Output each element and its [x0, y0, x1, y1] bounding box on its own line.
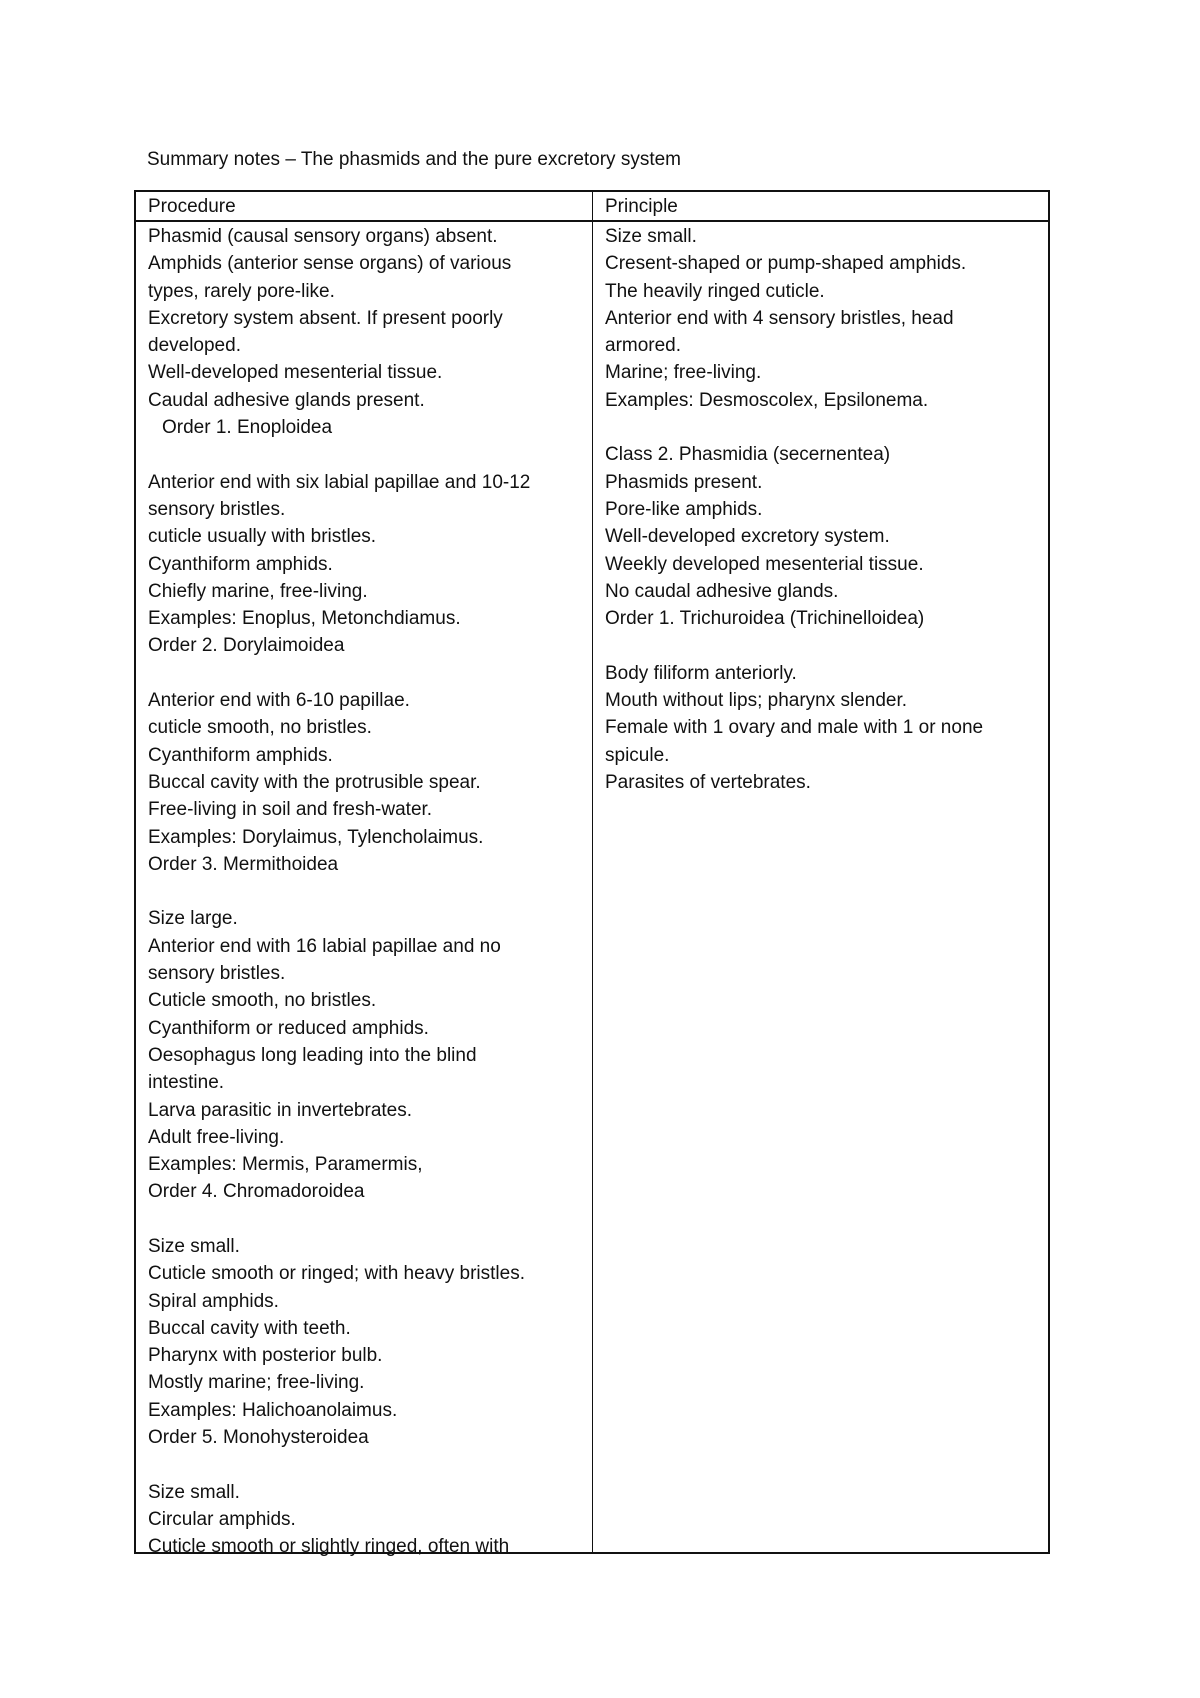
text-line: sensory bristles. [148, 963, 286, 985]
text-line: types, rarely pore-like. [148, 280, 335, 302]
text-line: Marine; free-living. [605, 362, 762, 384]
text-line: Class 2. Phasmidia (secernentea) [605, 444, 891, 466]
text-line: Order 3. Mermithoidea [148, 853, 339, 875]
text-line: Cuticle smooth or ringed; with heavy bristles. [148, 1263, 525, 1285]
text-line: Size small. [605, 226, 697, 247]
text-line [148, 660, 588, 687]
text-line: Order 1. Trichuroidea (Trichinelloidea) [605, 608, 925, 630]
text-line: Examples: Desmoscolex, Epsilonema. [605, 389, 929, 411]
text-line: Anterior end with 6-10 papillae. [148, 690, 410, 712]
header-procedure: Procedure [148, 196, 236, 217]
text-line: Phasmid (causal sensory organs) absent. [148, 226, 498, 247]
text-line: Order 2. Dorylaimoidea [148, 635, 345, 657]
text-line: armored. [605, 335, 682, 357]
text-line: Order 5. Monohysteroidea [148, 1427, 369, 1449]
text-line: Female with 1 ovary and male with 1 or none [605, 717, 984, 739]
text-line: Cresent-shaped or pump-shaped amphids. [605, 253, 967, 275]
text-line: The heavily ringed cuticle. [605, 280, 825, 302]
text-line: spicule. [605, 744, 670, 766]
text-line: Spiral amphids. [148, 1290, 279, 1312]
text-line: Buccal cavity with teeth. [148, 1317, 351, 1339]
principle-column [605, 223, 1045, 796]
text-line: Well-developed mesenterial tissue. [148, 362, 443, 384]
text-line: Mostly marine; free-living. [148, 1372, 365, 1394]
text-line: Anterior end with 16 labial papillae and no [148, 935, 501, 957]
text-line: developed. [148, 335, 241, 357]
text-line: Body filiform anteriorly. [605, 662, 797, 684]
text-line: Size small. [148, 1235, 240, 1257]
text-line: Order 4. Chromadoroidea [148, 1181, 365, 1203]
text-line [148, 1451, 588, 1478]
text-line [148, 441, 588, 468]
text-line: Cyanthiform or reduced amphids. [148, 1017, 429, 1039]
text-line: Pore-like amphids. [605, 498, 763, 520]
text-line: Buccal cavity with the protrusible spear. [148, 771, 481, 793]
text-line: Weekly developed mesenterial tissue. [605, 553, 924, 575]
text-line: Anterior end with six labial papillae and 10-12 [148, 471, 531, 493]
text-line: Free-living in soil and fresh-water. [148, 799, 433, 821]
text-line: Examples: Halichoanolaimus. [148, 1399, 398, 1421]
text-line: Cuticle smooth or slightly ringed, often with [148, 1536, 510, 1558]
text-line: Examples: Dorylaimus, Tylencholaimus. [148, 826, 484, 848]
text-line: Well-developed excretory system. [605, 526, 890, 548]
text-line: Parasites of vertebrates. [605, 771, 811, 793]
document-title: Summary notes – The phasmids and the pure excretory system [147, 149, 682, 170]
text-line: No caudal adhesive glands. [605, 580, 839, 602]
text-line [605, 414, 1045, 441]
text-line: Examples: Enoplus, Metonchdiamus. [148, 608, 461, 630]
text-line: Circular amphids. [148, 1508, 296, 1530]
table-header-row [136, 192, 1048, 222]
text-line: Larva parasitic in invertebrates. [148, 1099, 413, 1121]
text-line [148, 878, 588, 905]
text-line: Adult free-living. [148, 1126, 285, 1148]
text-line: cuticle smooth, no bristles. [148, 717, 372, 739]
text-line: Phasmids present. [605, 471, 763, 493]
text-line: Size large. [148, 908, 238, 930]
text-line [605, 632, 1045, 659]
text-line: Caudal adhesive glands present. [148, 389, 425, 411]
text-line: Size small. [148, 1481, 240, 1503]
procedure-column [148, 223, 588, 1561]
column-divider [592, 192, 593, 1552]
text-line: cuticle usually with bristles. [148, 526, 377, 548]
text-line: Order 1. Enoploidea [162, 417, 333, 439]
text-line: sensory bristles. [148, 498, 286, 520]
text-line [148, 1206, 588, 1233]
header-principle: Principle [605, 196, 678, 217]
text-line: Cyanthiform amphids. [148, 744, 333, 766]
text-line: Anterior end with 4 sensory bristles, head [605, 307, 954, 329]
text-line: Chiefly marine, free-living. [148, 580, 368, 602]
text-line: Excretory system absent. If present poorly [148, 307, 503, 329]
text-line: Mouth without lips; pharynx slender. [605, 690, 908, 712]
text-line: Cuticle smooth, no bristles. [148, 990, 377, 1012]
text-line: Amphids (anterior sense organs) of various [148, 253, 512, 275]
notes-table [134, 190, 1050, 1558]
text-line: intestine. [148, 1072, 225, 1094]
text-line: Pharynx with posterior bulb. [148, 1345, 383, 1367]
text-line: Cyanthiform amphids. [148, 553, 333, 575]
text-line: Oesophagus long leading into the blind [148, 1044, 477, 1066]
text-line: Examples: Mermis, Paramermis, [148, 1154, 423, 1176]
